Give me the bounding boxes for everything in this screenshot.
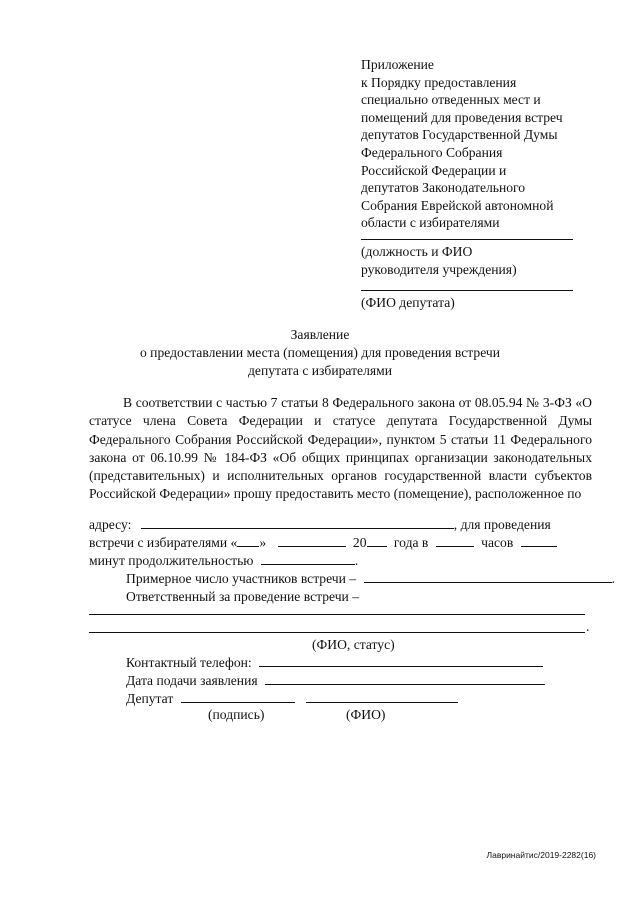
deputy-caption: (ФИО депутата) (361, 295, 455, 310)
appendix-line: депутатов Законодательного (361, 180, 526, 196)
document-title: Заявление (290, 327, 350, 342)
date-row (126, 672, 545, 690)
address-label: адресу: (89, 517, 132, 532)
meeting-day-blank[interactable] (237, 534, 259, 547)
appendix-header (361, 56, 601, 232)
responsible-row (126, 588, 359, 606)
phone-label: Контактный телефон: (126, 655, 252, 670)
document-subtitle: о предоставлении места (помещения) для проведения встречи (139, 345, 501, 360)
responsible-label: Ответственный за проведение встречи – (126, 589, 360, 604)
document-subtitle: депутата с избирателями (248, 363, 392, 378)
phone-blank[interactable] (259, 654, 543, 667)
date-blank[interactable] (265, 672, 545, 685)
meeting-month-blank[interactable] (278, 534, 346, 547)
responsible-blank-line[interactable] (89, 614, 585, 615)
appendix-line: к Порядку предоставления (361, 74, 517, 90)
address-row (89, 516, 592, 534)
appendix-line: депутатов Государственной Думы (361, 127, 558, 143)
deputy-label: Депутат (126, 691, 174, 706)
meeting-start-label: встречи с избирателями « (89, 535, 238, 550)
fio-caption: (ФИО) (346, 707, 386, 722)
address-blank[interactable] (141, 516, 454, 529)
appendix-line: Приложение (361, 57, 434, 72)
meeting-minute-blank[interactable] (521, 534, 557, 547)
statement-body (89, 394, 592, 504)
appendix-line: помещений для проведения встреч (361, 109, 563, 125)
appendix-line: Федерального Собрания (361, 144, 503, 160)
appendix-line: области с избирателями (361, 215, 500, 231)
deputy-fio-blank[interactable] (306, 690, 458, 703)
address-tail: , для проведения (453, 517, 551, 532)
meeting-hours-label: часов (481, 535, 514, 550)
date-label: Дата подачи заявления (126, 673, 258, 688)
recipient-caption: (должность и ФИО (361, 244, 473, 259)
deputy-signature-row (126, 690, 458, 708)
fio-status-caption: (ФИО, статус) (312, 637, 395, 652)
appendix-line: специально отведенных мест и (361, 92, 541, 108)
participants-row: Примерное число участников встречи – . (126, 571, 615, 586)
participants-label: Примерное число участников встречи – (126, 571, 357, 586)
signature-blank[interactable] (181, 690, 295, 703)
meeting-hour-blank[interactable] (436, 534, 474, 547)
document-code: Лавринайтис/2019-2282(16) (486, 850, 596, 860)
duration-row: минут продолжительностью . (89, 553, 359, 568)
meeting-year-blank[interactable] (367, 534, 387, 547)
recipient-blank-line (361, 239, 573, 240)
participants-blank[interactable] (364, 570, 612, 583)
appendix-line: Собрания Еврейской автономной (361, 197, 554, 213)
duration-blank[interactable] (261, 552, 355, 565)
responsible-blank-line[interactable] (89, 632, 585, 633)
signature-caption: (подпись) (208, 707, 265, 722)
meeting-quote-close: » (259, 535, 267, 550)
appendix-line: Российской Федерации и (361, 162, 507, 178)
recipient-caption: руководителя учреждения) (361, 262, 517, 277)
phone-row (126, 654, 543, 672)
meeting-date-row (89, 534, 557, 552)
meeting-year: 20 (352, 535, 367, 550)
statement-paragraph: В соответствии с частью 7 статьи 8 Федерального закона от 08.05.94 № 3-ФЗ «О статусе члена Совета Федерации и статусе депутата Государственной Думы Федерального Собрания Российской Федерации», пунктом 5 статьи 11 Федерального закона от 06.10.99 № 184-ФЗ «Об общих принципах организации законодательных (представительных) и исполнительных органов государственной власти субъектов Российской Федерации» прошу предоставить место (помещение), расположенное по (89, 395, 592, 502)
deputy-blank-line (361, 290, 573, 291)
period-mark: . (586, 619, 590, 634)
meeting-year-label: года в (393, 535, 429, 550)
duration-label: минут продолжительностью (89, 553, 254, 568)
